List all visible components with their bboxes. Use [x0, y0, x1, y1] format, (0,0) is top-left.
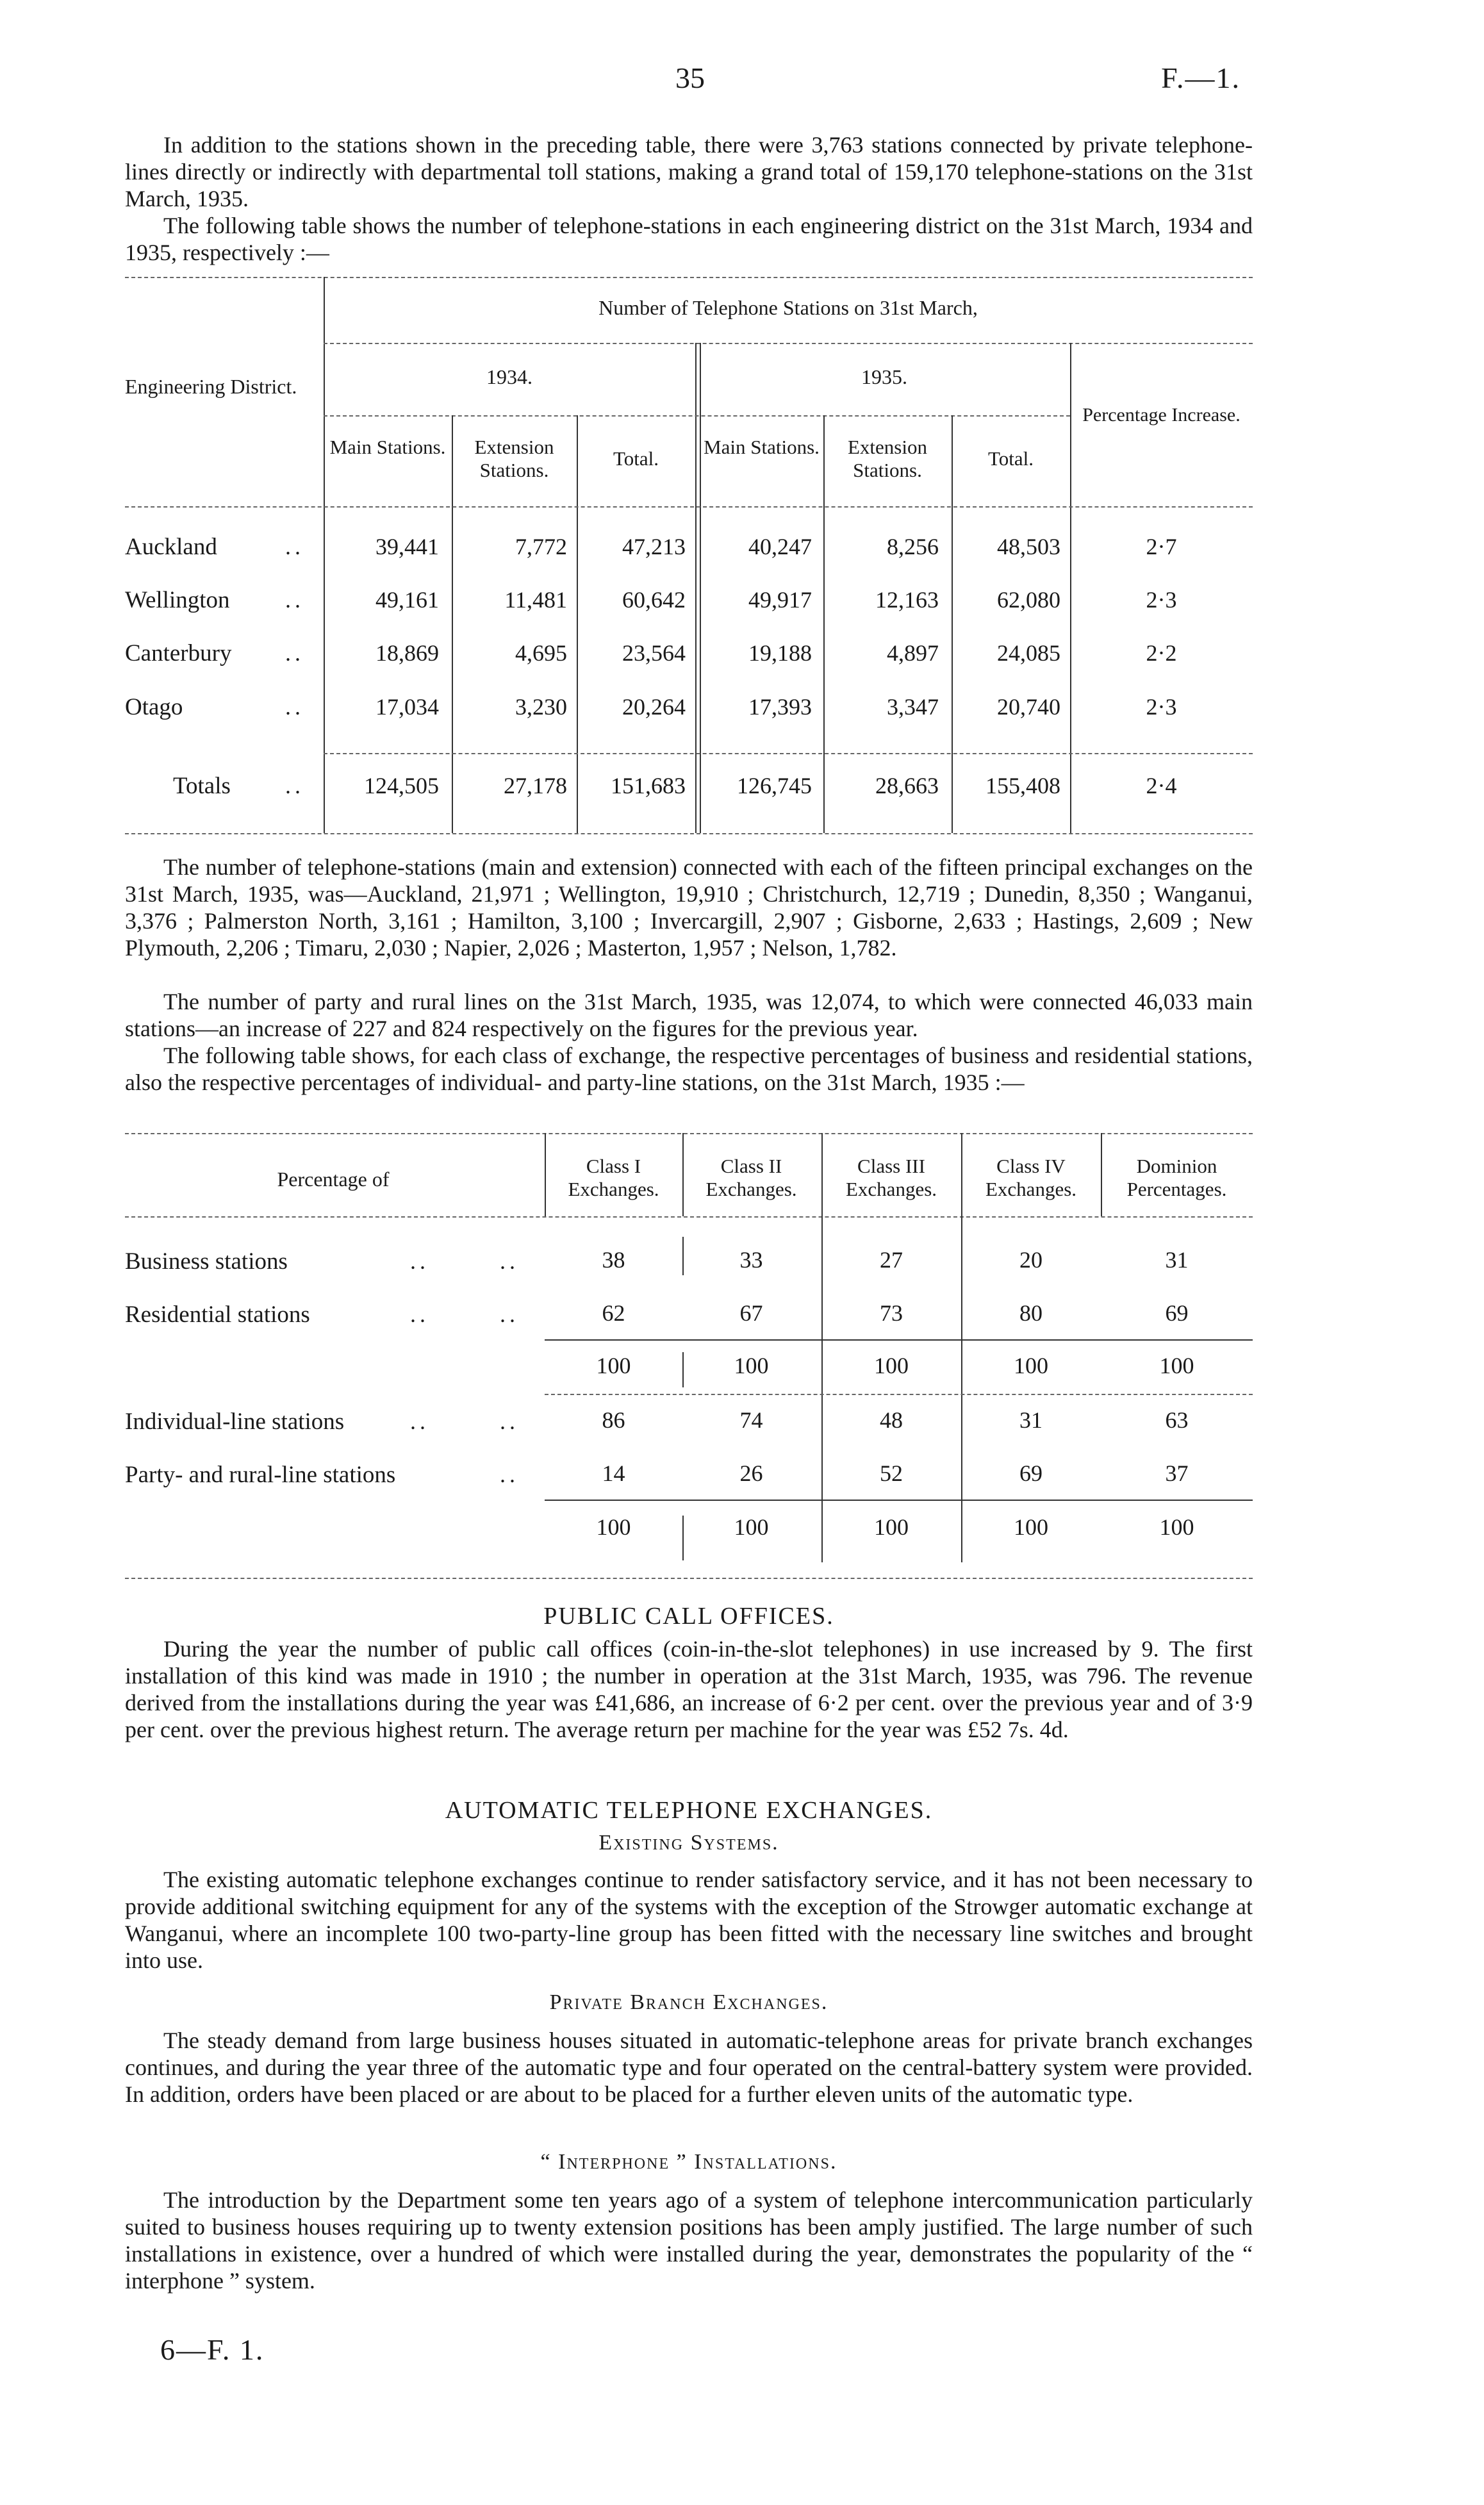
signature-mark: 6—F. 1. — [160, 2333, 265, 2366]
leader-dots: .. — [410, 1409, 429, 1434]
subheading-private-branch: Private Branch Exchanges. — [549, 1990, 829, 2014]
table2-subtotal-cell: 100 — [1014, 1514, 1048, 1540]
table1-cell: 17,034 — [375, 694, 439, 720]
table2-subtotal-cell: 100 — [874, 1514, 909, 1540]
leader-dots: .. — [500, 1462, 519, 1487]
paragraph-public-call-offices: During the year the number of public call offices (coin-in-the-slot telephones) in use increased by 9. The first installation of this kind was made in 1910 ; the number in operation at the 31st March, 1935, was 796. The revenue derived from the installations during the year was £41,686, an increase of 6·2 per cent. over the previous year and of 3·9 per cent. over the previous highest return. The average return per machine for the year was £52 7s. 4d. — [125, 1636, 1253, 1742]
table2-cell: 63 — [1165, 1407, 1189, 1433]
table1-cell: 20,740 — [997, 694, 1060, 720]
table1-cell: 17,393 — [748, 694, 812, 720]
table2-cell: 48 — [880, 1407, 903, 1433]
table2-subtotal-cell: 100 — [1159, 1353, 1194, 1378]
leader-dots: .. — [500, 1302, 519, 1327]
table2-cell: 33 — [739, 1247, 763, 1273]
table1-col-total-1934: Total. — [613, 447, 659, 470]
table1-district-label: Canterbury — [125, 640, 232, 666]
table1-total-cell: 27,178 — [504, 773, 567, 798]
table2-cell: 74 — [739, 1407, 763, 1433]
table1-total-cell: 155,408 — [985, 773, 1060, 798]
table2-cell: 62 — [602, 1300, 625, 1326]
leader-dots: .. — [500, 1409, 519, 1434]
table1-district-label: Otago — [125, 694, 183, 720]
table2-subtotal-cell: 100 — [734, 1353, 769, 1378]
table1-col-main-1935: Main Stations. — [704, 436, 820, 458]
table1-total-cell: 124,505 — [364, 773, 439, 798]
document-reference: F.—1. — [1161, 62, 1241, 94]
table2-col-dominion: Dominion Percentages. — [1126, 1155, 1227, 1200]
table2-cell: 73 — [880, 1300, 903, 1326]
table1-cell: 60,642 — [622, 587, 686, 613]
leader-dots: .. — [285, 534, 304, 559]
leader-dots: .. — [285, 773, 304, 798]
table1-cell: 3,230 — [515, 694, 567, 720]
table2-row-label: Business stations — [125, 1248, 288, 1275]
table1-col-ext-1934: Extension Stations. — [474, 436, 554, 481]
table1-year-1935: 1935. — [861, 365, 907, 388]
table2-cell: 27 — [880, 1247, 903, 1273]
table1-cell: 24,085 — [997, 640, 1060, 666]
table2-cell: 37 — [1165, 1460, 1189, 1486]
leader-dots: .. — [285, 640, 304, 666]
table1-year-1934: 1934. — [486, 365, 532, 388]
table2-row-label: Party- and rural-line stations — [125, 1462, 396, 1488]
page-number: 35 — [675, 62, 705, 94]
paragraph-table-intro: The following table shows the number of telephone-stations in each engineering district on the 31st March, 1934 and 1935, respectively :— — [125, 213, 1253, 265]
table2-cell: 31 — [1165, 1247, 1189, 1273]
table1-district-label: Auckland — [125, 534, 217, 560]
table1-cell: 12,163 — [875, 587, 939, 613]
table1-district-label: Wellington — [125, 587, 230, 613]
table1-total-percentage: 2·4 — [1146, 773, 1177, 798]
table1-cell: 4,695 — [515, 640, 567, 666]
table2-col-label: Percentage of — [277, 1168, 390, 1191]
table2-cell: 26 — [739, 1460, 763, 1486]
table2-col-class-iv: Class IV Exchanges. — [985, 1155, 1077, 1200]
table2-cell: 38 — [602, 1247, 625, 1273]
paragraph-class-table-intro: The following table shows, for each class of exchange, the respective percentages of business and residential stations, also the respective percentages of individual- and party-line stations, on the 31st March, 1935 :— — [125, 1043, 1253, 1095]
paragraph-existing-systems: The existing automatic telephone exchanges continue to render satisfactory service, and it has not been necessary to provide additional switching equipment for any of the systems with the exception of the Strowger automatic exchange at Wanganui, where an incomplete 100 two-party-line group has been fitted with the necessary line switches and brought into use. — [125, 1867, 1253, 1973]
table2-cell: 20 — [1019, 1247, 1043, 1273]
table2-col-class-i: Class I Exchanges. — [568, 1155, 659, 1200]
table2-cell: 69 — [1019, 1460, 1043, 1486]
table1-col-district: Engineering District. — [125, 375, 297, 398]
table1-cell-percentage: 2·7 — [1146, 534, 1177, 559]
table2-subtotal-cell: 100 — [1014, 1353, 1048, 1378]
paragraph-party-lines: The number of party and rural lines on the 31st March, 1935, was 12,074, to which were connected 46,033 main stations—an increase of 227 and 824 respectively on the figures for the previous year. — [125, 989, 1253, 1041]
table2-subtotal-cell: 100 — [596, 1353, 631, 1378]
table2-cell: 67 — [739, 1300, 763, 1326]
table1-cell: 49,161 — [375, 587, 439, 613]
table1-cell: 39,441 — [375, 534, 439, 559]
table1-cell: 20,264 — [622, 694, 686, 720]
subheading-existing-systems: Existing Systems. — [598, 1831, 779, 1855]
table2-subtotal-cell: 100 — [1159, 1514, 1194, 1540]
table2-cell: 31 — [1019, 1407, 1043, 1433]
table1-cell: 23,564 — [622, 640, 686, 666]
table2-cell: 14 — [602, 1460, 625, 1486]
paragraph-principal-exchanges: The number of telephone-stations (main and extension) connected with each of the fifteen principal exchanges on the 31st March, 1935, was—Auckland, 21,971 ; Wellington, 19,910 ; Christchurch, 12,719 ; Dunedin, 8,350 ; Wanganui, 3,376 ; Palmerston North, 3,161 ; Hamilton, 3,100 ; Invercargill, 2,907 ; Gisborne, 2,633 ; Hastings, 2,609 ; New Plymouth, 2,206 ; Timaru, 2,030 ; Napier, 2,026 ; Masterton, 1,957 ; Nelson, 1,782. — [125, 854, 1253, 961]
table1-cell-percentage: 2·2 — [1146, 640, 1177, 666]
table2-cell: 52 — [880, 1460, 903, 1486]
table2-subtotal-cell: 100 — [874, 1353, 909, 1378]
table1-total-cell: 28,663 — [875, 773, 939, 798]
table2-row-label: Residential stations — [125, 1302, 310, 1328]
table2-subtotal-cell: 100 — [734, 1514, 769, 1540]
table2-cell: 69 — [1165, 1300, 1189, 1326]
table1-col-ext-1935: Extension Stations. — [848, 436, 927, 481]
leader-dots: .. — [285, 587, 304, 613]
table1-cell: 48,503 — [997, 534, 1060, 559]
table1-cell: 49,917 — [748, 587, 812, 613]
table1-cell-percentage: 2·3 — [1146, 694, 1177, 720]
table1-total-cell: 151,683 — [611, 773, 686, 798]
table1-cell-percentage: 2·3 — [1146, 587, 1177, 613]
table1-title: Number of Telephone Stations on 31st March, — [598, 296, 978, 319]
table2-cell: 86 — [602, 1407, 625, 1433]
table2-row-label: Individual-line stations — [125, 1409, 345, 1435]
table1-col-percentage: Percentage Increase. — [1082, 404, 1241, 426]
paragraph-private-branch: The steady demand from large business houses situated in automatic-telephone areas for private branch exchanges continues, and during the year three of the automatic type and four operated on the central-battery system were provided. In addition, orders have been placed or are about to be placed for a further eleven units of the automatic type. — [125, 2028, 1253, 2107]
leader-dots: .. — [500, 1248, 519, 1274]
table1-col-main-1934: Main Stations. — [329, 436, 446, 458]
table1-totals-label: Totals — [173, 773, 231, 799]
table1-cell: 47,213 — [622, 534, 686, 559]
table2-cell: 80 — [1019, 1300, 1043, 1326]
table1-cell: 40,247 — [748, 534, 812, 559]
table2-col-class-iii: Class III Exchanges. — [845, 1155, 937, 1200]
table1-cell: 4,897 — [887, 640, 939, 666]
paragraph-interphone: The introduction by the Department some ten years ago of a system of telephone intercommunication particularly suited to business houses requiring up to twenty extension positions has been amply justified. The large number of such installations in existence, over a hundred of which were installed during the year, demonstrates the popularity of the “ interphone ” system. — [125, 2187, 1253, 2294]
table1-cell: 62,080 — [997, 587, 1060, 613]
table1-total-cell: 126,745 — [737, 773, 812, 798]
table1-col-total-1935: Total. — [987, 447, 1034, 470]
subheading-interphone: “ Interphone ” Installations. — [540, 2150, 837, 2174]
leader-dots: .. — [410, 1248, 429, 1274]
leader-dots: .. — [285, 694, 304, 720]
table1-cell: 8,256 — [887, 534, 939, 559]
heading-automatic-exchanges: AUTOMATIC TELEPHONE EXCHANGES. — [445, 1797, 933, 1824]
table1-cell: 18,869 — [375, 640, 439, 666]
table2-col-class-ii: Class II Exchanges. — [705, 1155, 797, 1200]
heading-public-call-offices: PUBLIC CALL OFFICES. — [543, 1603, 834, 1630]
table1-cell: 7,772 — [515, 534, 567, 559]
table2-subtotal-cell: 100 — [596, 1514, 631, 1540]
leader-dots: .. — [410, 1302, 429, 1327]
table1-cell: 3,347 — [887, 694, 939, 720]
paragraph-additional-stations: In addition to the stations shown in the preceding table, there were 3,763 stations connected by private telephone-lines directly or indirectly with departmental toll stations, making a grand total of 159,170 telephone-stations on the 31st March, 1935. — [125, 132, 1253, 211]
table1-cell: 19,188 — [748, 640, 812, 666]
table1-cell: 11,481 — [504, 587, 567, 613]
